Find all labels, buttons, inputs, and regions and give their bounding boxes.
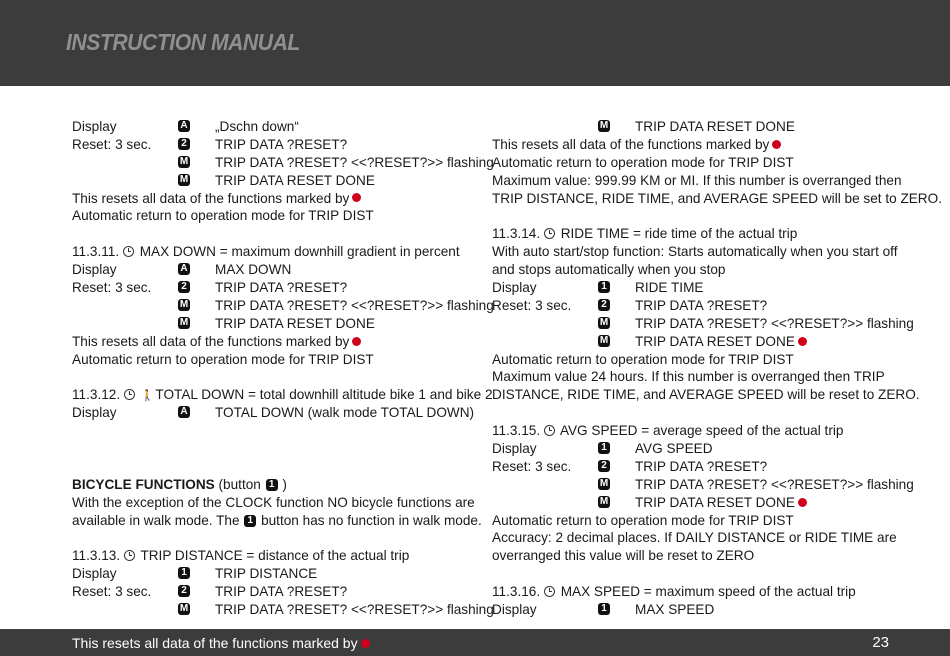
- key-m-icon: M: [599, 316, 609, 328]
- section-number: 11.3.12.: [72, 387, 121, 403]
- text-line: [72, 136, 482, 154]
- text-line: Automatic return to operation mode for TRIP DIST: [492, 154, 794, 170]
- clock-icon: [544, 586, 555, 597]
- key-2-icon: 2: [178, 138, 190, 150]
- footer-note-text: This resets all data of the functions marked by: [72, 635, 358, 651]
- line-label: Display: [72, 119, 117, 134]
- red-dot-icon: [352, 337, 361, 346]
- line-label: Display: [492, 280, 537, 296]
- text-line: [72, 404, 482, 422]
- line-label: Reset: 3 sec.: [72, 136, 152, 152]
- key-1-icon: 1: [598, 281, 610, 293]
- text-line: [72, 565, 482, 583]
- key-2-icon: 2: [178, 281, 190, 293]
- section-text: MAX SPEED = maximum speed of the actual trip: [560, 584, 856, 600]
- reset-note: This resets all data of the functions marked by: [72, 190, 350, 206]
- line-value: TRIP DATA ?RESET?: [215, 584, 348, 600]
- bicycle-functions-title: BICYCLE FUNCTIONS: [72, 476, 215, 492]
- key-m-icon: M: [179, 155, 189, 167]
- text-line: [72, 297, 494, 315]
- text-line: With the exception of the CLOCK function NO bicycle functions are: [72, 494, 475, 510]
- reset-note: This resets all data of the functions marked by: [72, 333, 350, 349]
- line-value: MAX SPEED: [635, 602, 715, 618]
- line-label: Reset: 3 sec.: [492, 458, 572, 474]
- red-dot-icon: [352, 193, 361, 202]
- red-dot-icon: [361, 639, 370, 648]
- text-line: DISTANCE, RIDE TIME, and AVERAGE SPEED will be reset to ZERO.: [492, 387, 920, 403]
- line-value: TRIP DATA ?RESET?: [635, 297, 768, 313]
- line-value: RIDE TIME: [635, 280, 704, 296]
- reset-note: This resets all data of the functions marked by: [492, 136, 770, 152]
- reset-done: TRIP DATA RESET DONE: [635, 333, 795, 349]
- section-heading: [72, 476, 482, 494]
- line-value: TRIP DATA ?RESET?: [635, 458, 768, 474]
- text-line: [492, 279, 912, 297]
- text-line: [72, 583, 482, 601]
- line-value: TOTAL DOWN (walk mode TOTAL DOWN): [215, 405, 475, 421]
- line-value: TRIP DATA RESET DONE: [215, 172, 375, 188]
- key-2-icon: 2: [598, 460, 610, 472]
- key-m-icon: M: [599, 495, 609, 507]
- text-line: Accuracy: 2 decimal places. If DAILY DISTANCE or RIDE TIME are: [492, 530, 897, 546]
- right-column: [492, 118, 942, 619]
- key-m-icon: M: [599, 334, 609, 346]
- text-line: and stops automatically when you stop: [492, 262, 726, 278]
- text-line: [492, 118, 912, 136]
- walk-mode-icon: 🚶: [140, 390, 155, 403]
- section-number: 11.3.14.: [492, 226, 541, 242]
- section-text: TOTAL DOWN = total downhill altitude bike 1 and bike 2: [155, 387, 493, 403]
- line-label: Display: [72, 262, 117, 278]
- line-value: TRIP DATA ?RESET?: [215, 136, 348, 152]
- line-value: TRIP DATA ?RESET? <<?RESET?>> flashing: [215, 154, 494, 170]
- text-line: overranged this value will be reset to ZERO: [492, 548, 755, 564]
- text-line: Maximum value 24 hours. If this number is overranged then TRIP: [492, 369, 885, 385]
- clock-icon: [123, 246, 134, 257]
- line-value: [635, 333, 807, 351]
- line-value: TRIP DATA ?RESET? <<?RESET?>> flashing: [635, 476, 914, 492]
- paren-close: ): [282, 476, 287, 492]
- left-column: [72, 118, 494, 619]
- text-line: [72, 172, 482, 190]
- key-1-icon: 1: [598, 442, 610, 454]
- section-number: 11.3.13.: [72, 548, 121, 564]
- text-line: Automatic return to operation mode for TRIP DIST: [492, 351, 794, 367]
- section-text: AVG SPEED = average speed of the actual trip: [559, 423, 844, 439]
- key-m-icon: M: [179, 173, 189, 185]
- section-heading: [72, 386, 493, 404]
- line-value: TRIP DISTANCE: [215, 566, 318, 582]
- line-value: [635, 494, 807, 512]
- button-ref: (button: [218, 476, 261, 492]
- text-line: [72, 118, 482, 136]
- section-number: 11.3.11.: [72, 244, 120, 260]
- key-m-icon: M: [599, 120, 609, 131]
- key-2-icon: 2: [178, 585, 190, 597]
- section-heading: [492, 422, 912, 440]
- text-line: [492, 494, 912, 512]
- text-line: [492, 476, 912, 494]
- key-2-icon: 2: [598, 299, 610, 311]
- section-heading: [72, 243, 482, 261]
- red-dot-icon: [798, 337, 807, 346]
- key-a-icon: A: [178, 263, 190, 275]
- text-line: TRIP DISTANCE, RIDE TIME, and AVERAGE SPEED will be set to ZERO.: [492, 190, 942, 206]
- line-label: Reset: 3 sec.: [72, 280, 152, 296]
- section-text: MAX DOWN = maximum downhill gradient in percent: [139, 244, 460, 260]
- line-value: TRIP DATA ?RESET?: [215, 280, 348, 296]
- key-m-icon: M: [179, 316, 189, 328]
- text-line: [72, 512, 482, 530]
- line-label: Display: [492, 441, 537, 457]
- text-line: [492, 136, 912, 154]
- line-label: Display: [72, 566, 117, 582]
- text-line: Automatic return to operation mode for TRIP DIST: [72, 351, 374, 367]
- key-m-icon: M: [179, 298, 189, 310]
- line-value: „Dschn down“: [215, 119, 299, 134]
- line-value: TRIP DATA RESET DONE: [215, 315, 375, 331]
- section-number: 11.3.15.: [492, 423, 541, 439]
- text-line: [72, 261, 482, 279]
- text-line: [72, 333, 482, 351]
- text-part: button has no function in walk mode.: [261, 512, 482, 528]
- line-label: Reset: 3 sec.: [72, 584, 152, 600]
- text-line: Automatic return to operation mode for TRIP DIST: [492, 512, 794, 528]
- key-m-icon: M: [599, 477, 609, 489]
- key-1-icon: 1: [266, 479, 278, 491]
- footer-note: [72, 635, 370, 651]
- page-header: [0, 0, 950, 86]
- reset-done: TRIP DATA RESET DONE: [635, 494, 795, 510]
- line-value: TRIP DATA RESET DONE: [635, 119, 795, 134]
- text-line: [72, 279, 482, 297]
- manual-title: INSTRUCTION MANUAL: [66, 29, 300, 55]
- section-heading: [492, 225, 912, 243]
- clock-icon: [544, 228, 555, 239]
- text-line: [72, 315, 482, 333]
- line-value: TRIP DATA ?RESET? <<?RESET?>> flashing: [635, 315, 914, 331]
- page-number: 23: [872, 634, 889, 651]
- line-value: TRIP DATA ?RESET? <<?RESET?>> flashing: [215, 297, 494, 313]
- line-value: TRIP DATA ?RESET? <<?RESET?>> flashing: [215, 602, 494, 618]
- key-1-icon: 1: [598, 603, 610, 615]
- clock-icon: [124, 550, 135, 561]
- text-line: [492, 297, 912, 315]
- clock-icon: [544, 425, 555, 436]
- text-line: [492, 440, 912, 458]
- red-dot-icon: [798, 498, 807, 507]
- text-line: [72, 190, 482, 208]
- clock-icon: [124, 389, 135, 400]
- line-value: AVG SPEED: [635, 441, 713, 457]
- text-line: [72, 154, 494, 172]
- text-line: With auto start/stop function: Starts automatically when you start off: [492, 244, 898, 260]
- red-dot-icon: [772, 140, 781, 149]
- text-line: Automatic return to operation mode for TRIP DIST: [72, 208, 374, 224]
- key-a-icon: A: [178, 120, 190, 132]
- line-value: MAX DOWN: [215, 262, 292, 278]
- key-1-icon: 1: [178, 567, 190, 579]
- line-label: Display: [72, 405, 117, 421]
- text-line: Maximum value: 999.99 KM or MI. If this number is overranged then: [492, 172, 902, 188]
- text-line: [72, 601, 494, 619]
- key-a-icon: A: [178, 406, 190, 418]
- section-number: 11.3.16.: [492, 584, 541, 600]
- page-footer: [0, 629, 950, 656]
- section-heading: [72, 547, 482, 565]
- key-m-icon: M: [179, 603, 189, 615]
- text-line: [492, 333, 912, 351]
- text-line: [492, 601, 912, 619]
- text-line: [492, 315, 912, 333]
- line-label: Reset: 3 sec.: [492, 297, 572, 313]
- text-part: available in walk mode. The: [72, 512, 240, 528]
- key-1-icon: 1: [244, 515, 256, 527]
- section-text: RIDE TIME = ride time of the actual trip: [560, 226, 798, 242]
- section-heading: [492, 583, 912, 601]
- line-label: Display: [492, 602, 537, 618]
- text-line: [492, 458, 912, 476]
- section-text: TRIP DISTANCE = distance of the actual trip: [140, 548, 410, 564]
